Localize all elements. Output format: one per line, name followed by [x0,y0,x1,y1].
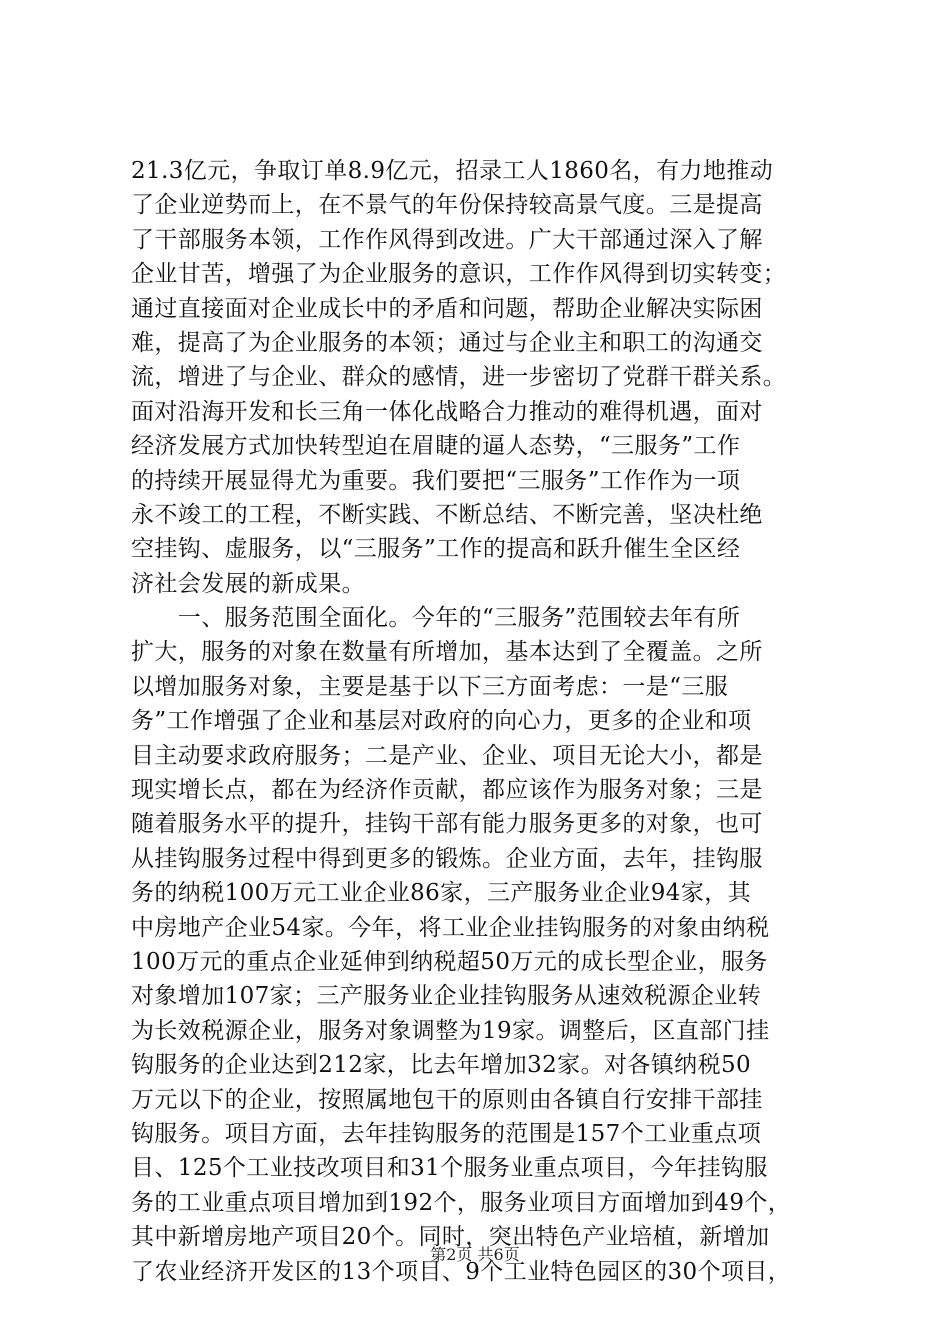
text-line: 务的纳税100万元工业企业86家，三产服务业企业94家，其 [131,880,752,907]
text-line: 21.3亿元，争取订单8.9亿元，招录工人1860名，有力地推动 [131,158,774,184]
text-line: 了干部服务本领，工作作风得到改进。广大干部通过深入了解 [131,226,763,253]
text-line: 务的工业重点项目增加到192个，服务业项目方面增加到49个， [131,1189,792,1216]
text-line: 钩服务。项目方面，去年挂钩服务的范围是157个工业重点项 [131,1120,762,1147]
text-line: 扩大，服务的对象在数量有所增加，基本达到了全覆盖。之所 [131,639,763,666]
text-line: 中房地产企业54家。今年，将工业企业挂钩服务的对象由纳税 [131,914,770,941]
text-line: 的持续开展显得尤为重要。我们要把“三服务”工作作为一项 [131,467,741,494]
text-line: 目、125个工业技改项目和31个服务业重点项目，今年挂钩服 [131,1155,768,1182]
text-line: 难，提高了为企业服务的本领；通过与企业主和职工的沟通交 [131,329,763,356]
text-line: 了农业经济开发区的13个项目、9个工业特色园区的30个项目， [131,1258,792,1285]
text-line: 空挂钩、虚服务，以“三服务”工作的提高和跃升催生全区经 [131,536,741,563]
text-line: 从挂钩服务过程中得到更多的锻炼。企业方面，去年，挂钩服 [131,845,763,872]
text-line: 企业甘苦，增强了为企业服务的意识，工作作风得到切实转变； [131,261,787,288]
text-line: 经济发展方式加快转型迫在眉睫的逼人态势，“三服务”工作 [131,433,741,460]
text-line: 为长效税源企业，服务对象调整为19家。调整后，区直部门挂 [131,1017,770,1044]
text-line: 目主动要求政府服务；二是产业、企业、项目无论大小，都是 [131,742,763,769]
page-footer [0,1244,950,1266]
text-line: 以增加服务对象，主要是基于以下三方面考虑：一是“三服 [131,673,729,700]
text-line: 其中新增房地产项目20个。同时，突出特色产业培植，新增加 [131,1224,770,1251]
text-line: 100万元的重点企业延伸到纳税超50万元的成长型企业，服务 [131,948,768,975]
text-line: 钩服务的企业达到212家，比去年增加32家。对各镇纳税50 [131,1052,752,1079]
text-line: 对象增加107家；三产服务业企业挂钩服务从速效税源企业转 [131,983,762,1010]
text-line: 流，增进了与企业、群众的感情，进一步密切了党群干群关系。 [131,364,787,391]
text-line: 面对沿海开发和长三角一体化战略合力推动的难得机遇，面对 [131,398,763,425]
text-line: 济社会发展的新成果。 [131,570,365,597]
text-line: 了企业逆势而上，在不景气的年份保持较高景气度。三是提高 [131,192,763,219]
text-line: 随着服务水平的提升，挂钩干部有能力服务更多的对象，也可 [131,811,763,838]
text-line: 现实增长点，都在为经济作贡献，都应该作为服务对象；三是 [131,777,763,804]
body-text [131,154,851,1289]
text-line: 万元以下的企业，按照属地包干的原则由各镇自行安排干部挂 [131,1086,763,1113]
text-line: 永不竣工的工程，不断实践、不断总结、不断完善，坚决杜绝 [131,501,763,528]
text-line: 一、服务范围全面化。今年的“三服务”范围较去年有所 [131,605,741,632]
text-line: 务”工作增强了企业和基层对政府的向心力，更多的企业和项 [131,708,752,735]
text-line: 通过直接面对企业成长中的矛盾和问题，帮助企业解决实际困 [131,295,763,322]
page-number-label: 第2页 共6页 [430,1245,520,1264]
